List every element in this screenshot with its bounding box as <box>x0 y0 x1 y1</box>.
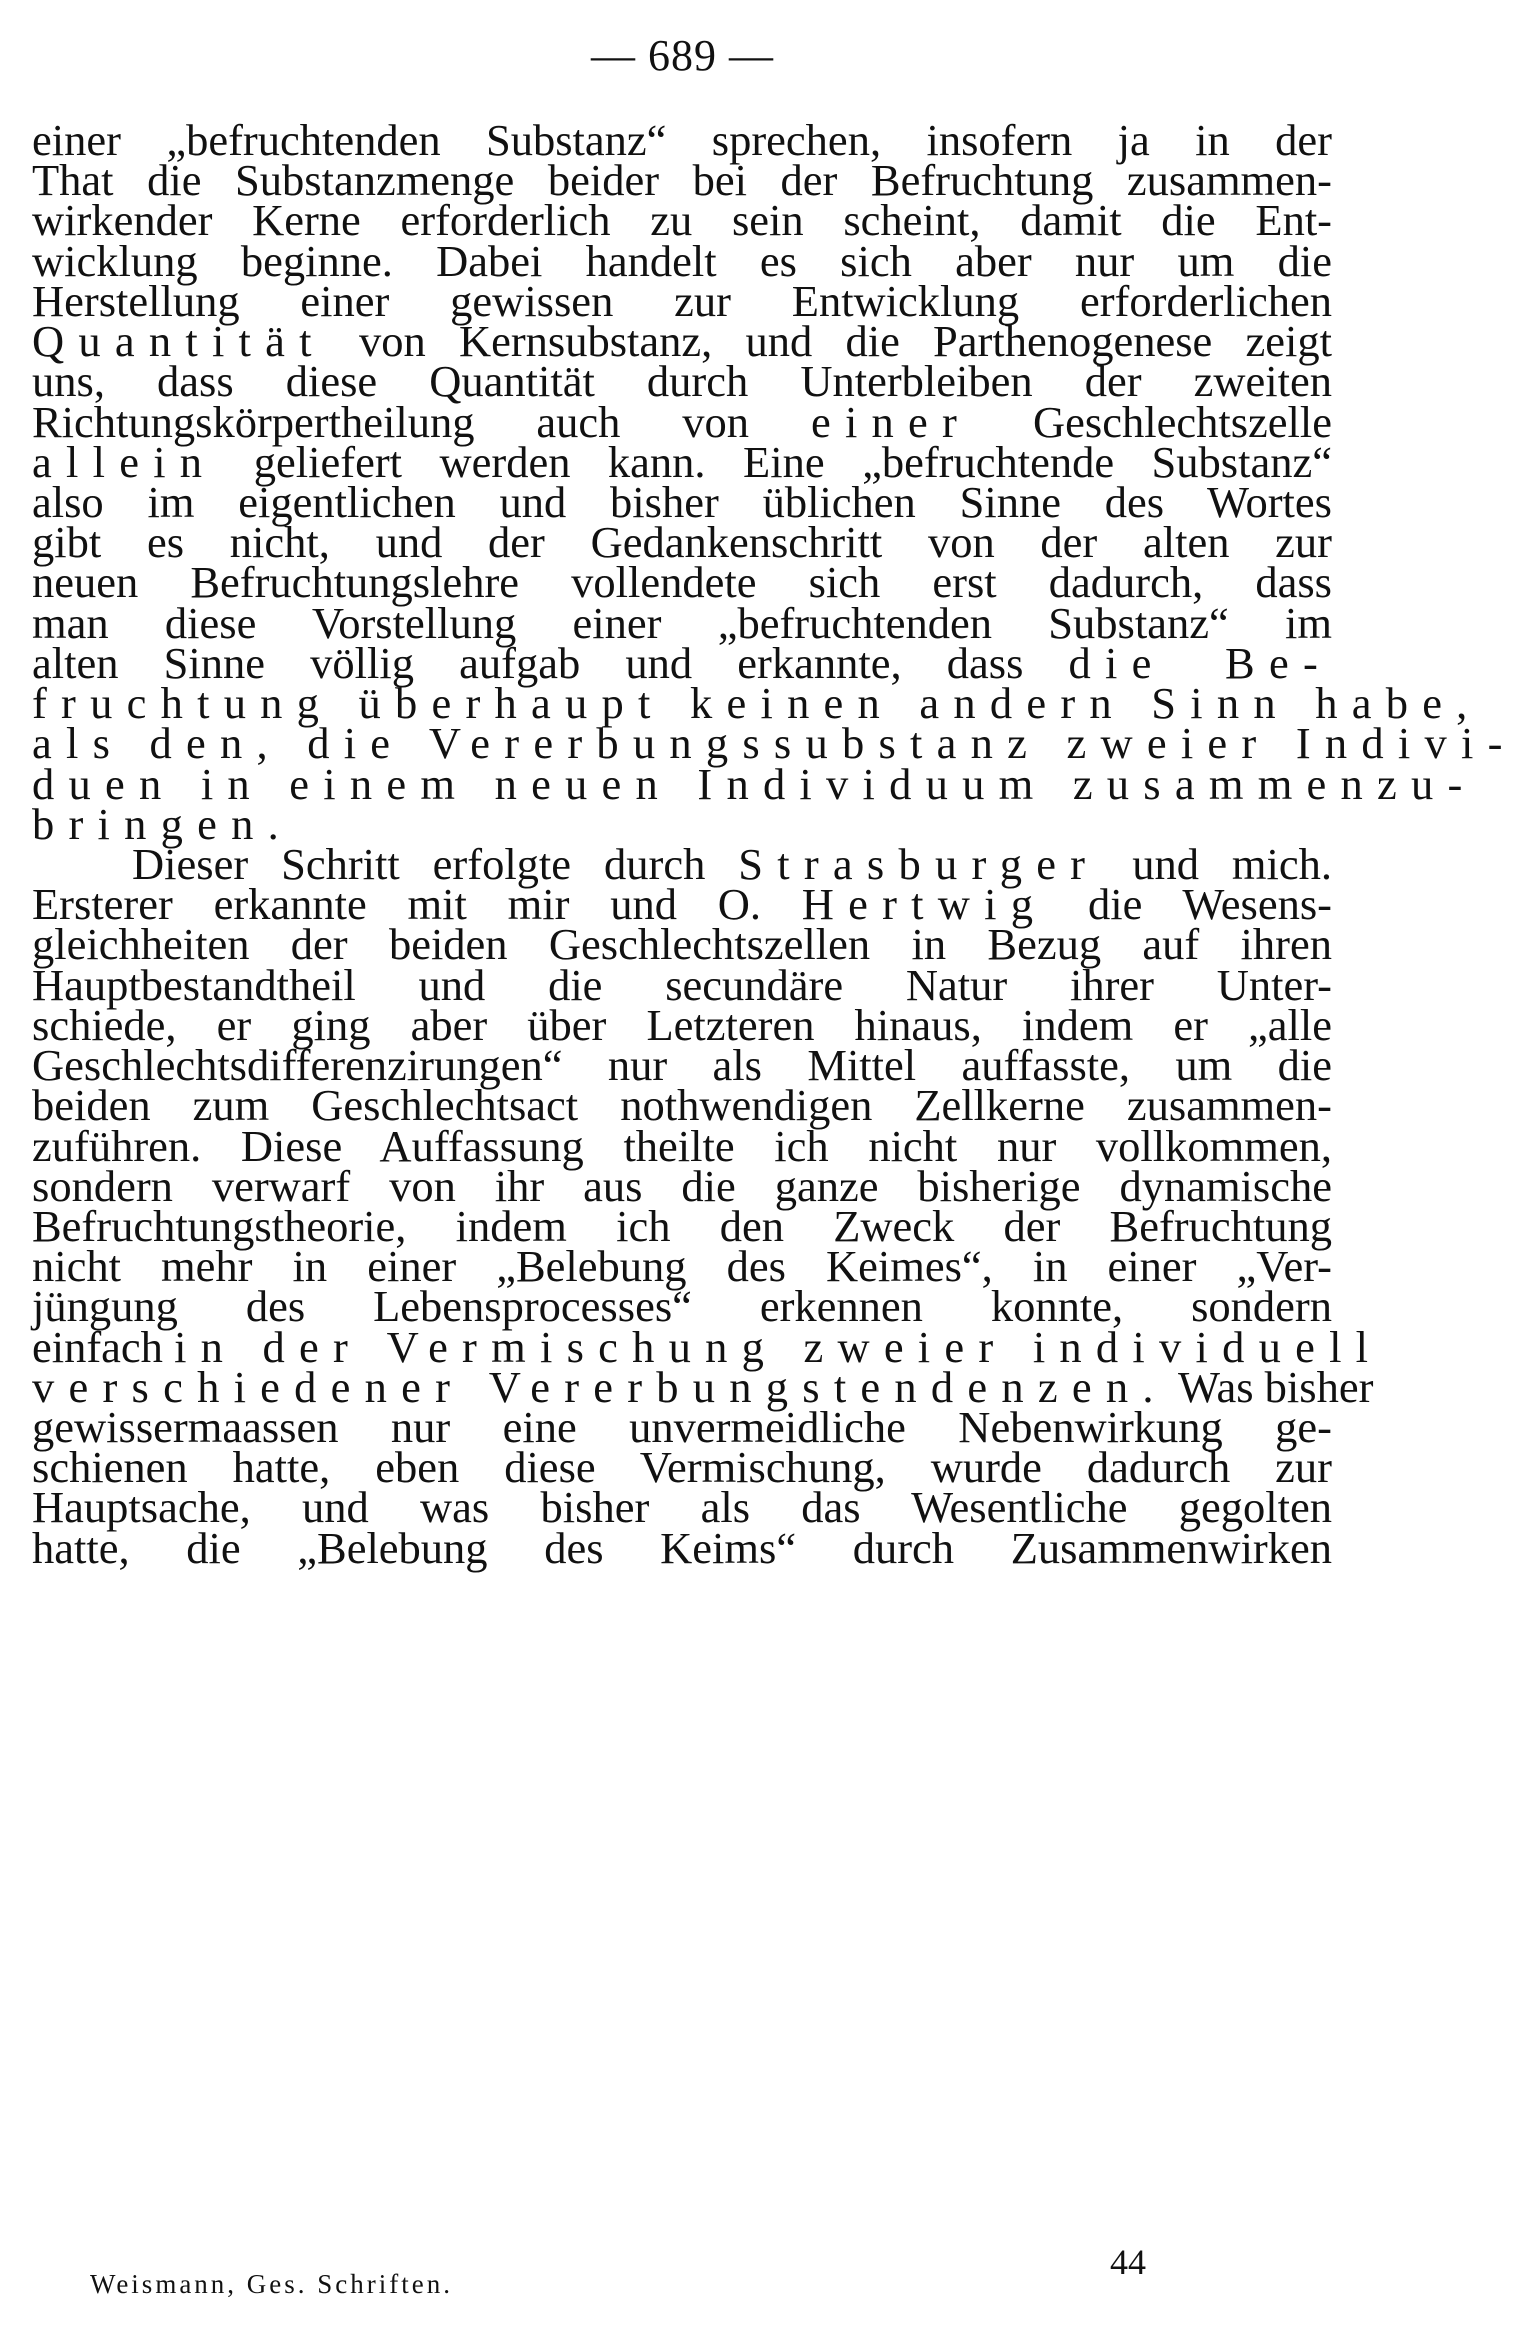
spaced-emphasis-text: als den, die Vererbungssubstanz zweier Indivi- <box>32 718 1517 768</box>
text-segment: sondern verwarf von ihr aus die ganze bisherige dynamische <box>32 1161 1332 1211</box>
text-segment: Befruchtungstheorie, indem ich den Zweck der Befruchtung <box>32 1201 1332 1251</box>
spaced-emphasis-text: Strasburger <box>738 839 1100 889</box>
text-segment: einer „befruchtenden Substanz“ sprechen, insofern ja in der <box>32 115 1332 165</box>
signature-mark: 44 <box>1110 2242 1146 2282</box>
spaced-emphasis-text: Hertwig <box>801 879 1048 929</box>
text-segment: hatte, die „Belebung des Keims“ durch Zusammenwirken <box>32 1523 1332 1573</box>
spaced-emphasis-text: die Be- <box>1068 638 1332 688</box>
text-segment: wicklung beginne. Dabei handelt es sich aber nur um die <box>32 236 1332 286</box>
text-segment: Hauptsache, und was bisher als das Wesentliche gegolten <box>32 1482 1332 1532</box>
spaced-emphasis-text: fruchtung überhaupt keinen andern Sinn habe, <box>32 678 1482 728</box>
text-segment: man diese Vorstellung einer „befruchtenden Substanz“ im <box>32 598 1332 648</box>
text-segment: beiden zum Geschlechtsact nothwendigen Zellkerne zusammen- <box>32 1080 1332 1130</box>
text-segment: wirkender Kerne erforderlich zu sein scheint, damit die Ent- <box>32 195 1332 245</box>
spaced-emphasis-text: verschiedener Vererbungstendenzen. <box>32 1362 1168 1412</box>
text-segment: geliefert werden kann. Eine „befruchtende Substanz“ <box>216 437 1332 487</box>
text-segment: einfach <box>32 1322 175 1372</box>
text-segment: gibt es nicht, und der Gedankenschritt von der alten zur <box>32 517 1332 567</box>
spaced-emphasis-text: Quantität <box>32 316 326 366</box>
text-segment: Hauptbestandtheil und die secundäre Natur ihrer Unter- <box>32 960 1332 1010</box>
text-segment: nicht mehr in einer „Belebung des Keimes“, in einer „Ver- <box>32 1241 1332 1291</box>
text-segment: Ersterer erkannte mit mir und O. <box>32 879 802 929</box>
spaced-emphasis-text: duen in einem neuen Individuum zusammenzu- <box>32 759 1477 809</box>
text-segment: Richtungskörpertheilung auch von <box>32 397 811 447</box>
text-segment: That die Substanzmenge beider bei der Befruchtung zusammen- <box>32 155 1332 205</box>
text-segment: schienen hatte, eben diese Vermischung, wurde dadurch zur <box>32 1442 1332 1492</box>
text-segment: Geschlechtsdifferenzirungen“ nur als Mittel auffasste, um die <box>32 1040 1332 1090</box>
text-segment: und mich. <box>1099 839 1332 889</box>
text-segment: alten Sinne völlig aufgab und erkannte, dass <box>32 638 1069 688</box>
text-segment: jüngung des Lebensprocesses“ erkennen konnte, sondern <box>32 1281 1332 1331</box>
text-segment: Was bisher <box>1167 1362 1374 1412</box>
text-segment: die Wesens- <box>1047 879 1332 929</box>
spaced-emphasis-text: allein <box>32 437 217 487</box>
text-segment: also im eigentlichen und bisher üblichen Sinne des Wortes <box>32 477 1332 527</box>
text-segment: gewissermaassen nur eine unvermeidliche Nebenwirkung ge- <box>32 1402 1332 1452</box>
text-segment: neuen Befruchtungslehre vollendete sich erst dadurch, dass <box>32 557 1332 607</box>
text-segment: Geschlechtszelle <box>971 397 1332 447</box>
spaced-emphasis-text: in der Vermischung zweier individuell <box>174 1322 1383 1372</box>
text-segment: zuführen. Diese Auffassung theilte ich nicht nur vollkommen, <box>32 1121 1332 1171</box>
text-segment: schiede, er ging aber über Letzteren hinaus, indem er „alle <box>32 1000 1332 1050</box>
page-number: — 689 — <box>591 31 774 80</box>
text-line <box>32 1518 1332 1578</box>
spaced-emphasis-text: bringen. <box>32 799 293 849</box>
spaced-emphasis-text: einer <box>810 397 972 447</box>
text-segment: uns, dass diese Quantität durch Unterbleiben der zweiten <box>32 356 1332 406</box>
text-segment: von Kernsubstanz, und die Parthenogenese zeigt <box>325 316 1332 366</box>
footer-source: Weismann, Ges. Schriften. <box>90 2269 454 2299</box>
text-segment: Herstellung einer gewissen zur Entwicklung erforderlichen <box>32 276 1332 326</box>
text-segment: gleichheiten der beiden Geschlechtszellen in Bezug auf ihren <box>32 919 1332 969</box>
text-segment: Dieser Schritt erfolgte durch <box>132 839 739 889</box>
